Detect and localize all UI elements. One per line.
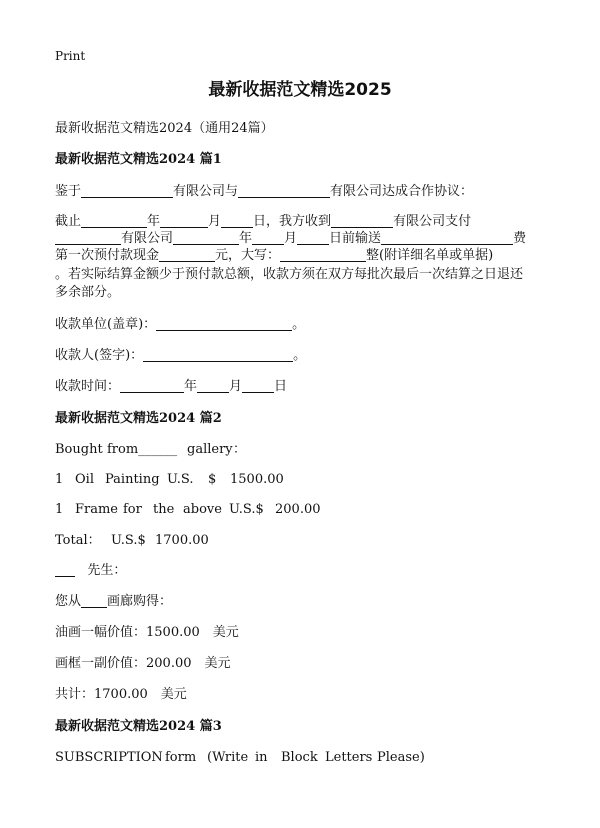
text: 有限公司支付 — [393, 214, 472, 229]
blank-field — [143, 348, 293, 362]
receipt-line-5: 多余部分。 — [55, 285, 121, 300]
text: 第一次预付款现金 — [55, 248, 160, 263]
subscription-form-line — [55, 749, 425, 767]
text: 月 — [208, 214, 222, 229]
blank-field — [81, 184, 173, 198]
blank-field — [280, 248, 366, 262]
blank-field — [221, 214, 253, 228]
text: 鉴于 — [55, 184, 82, 199]
text: Letters — [325, 750, 373, 765]
receipt-line-4: 。若实际结算金额少于预付款总额，收款方须在双方每批次最后一次结算之日退还 — [55, 267, 524, 282]
text: Block — [281, 750, 318, 765]
text: gallery — [187, 442, 233, 457]
blank-field — [156, 317, 292, 331]
text: form — [165, 750, 197, 765]
receipt-line-3 — [55, 247, 493, 265]
text: Please) — [377, 750, 425, 765]
text: 画廊购得： — [107, 594, 173, 609]
text: from______ — [107, 442, 178, 457]
blank-field — [297, 231, 329, 245]
blank-field — [381, 231, 513, 245]
frame-value-line: 画框一副价值：200.00 美元 — [55, 656, 231, 671]
text: 收款时间： — [55, 379, 121, 394]
text: Painting — [105, 472, 160, 487]
oil-value-line: 油画一幅价值：1500.00 美元 — [55, 625, 239, 640]
text: (Write — [207, 750, 249, 765]
text: 月 — [229, 379, 243, 394]
receipt-time-line — [55, 378, 287, 396]
text: 有限公司 — [121, 231, 174, 246]
agreement-line — [55, 183, 473, 201]
blank-field — [55, 563, 75, 577]
text: 年 — [184, 379, 198, 394]
text: Bought — [55, 442, 103, 457]
text: 先生： — [87, 563, 127, 578]
page-title: 最新收据范文精选2025 — [208, 80, 392, 100]
text: the — [153, 502, 175, 517]
blank-field — [242, 379, 274, 393]
oil-painting-line — [55, 471, 284, 489]
text: Frame — [75, 502, 119, 517]
text: 1500.00 — [230, 472, 284, 487]
text: SUBSCRIPTION — [55, 750, 163, 765]
text: U.S. — [167, 472, 194, 487]
text: in — [255, 750, 268, 765]
blank-field — [159, 248, 215, 262]
blank-field — [331, 214, 393, 228]
blank-field — [160, 214, 208, 228]
blank-field — [197, 379, 229, 393]
text: U.S.$ — [229, 502, 264, 517]
blank-field — [120, 379, 184, 393]
text: 200.00 — [275, 502, 321, 517]
receiving-unit-line — [55, 316, 305, 334]
mr-line — [55, 562, 126, 580]
text: U.S.$ — [111, 533, 146, 548]
section-1-heading: 最新收据范文精选2024 篇1 — [55, 152, 222, 167]
text: 有限公司与 — [173, 184, 239, 199]
blank-field — [173, 231, 239, 245]
text: 日 — [274, 379, 288, 394]
text: 1 — [55, 472, 64, 487]
text: 月 — [284, 231, 298, 246]
section-2-heading: 最新收据范文精选2024 篇2 — [55, 411, 222, 426]
receipt-line-1 — [55, 213, 471, 231]
text: above — [183, 502, 222, 517]
text: for — [123, 502, 142, 517]
text: Total： — [55, 533, 101, 548]
text: 。 — [292, 317, 306, 332]
text: 有限公司达成合作协议： — [330, 184, 474, 199]
text: 截止 — [55, 214, 82, 229]
blank-field — [55, 231, 121, 245]
text: $ — [208, 472, 217, 487]
text: 您从 — [55, 594, 82, 609]
text: 。 — [293, 348, 307, 363]
text: 费 — [513, 231, 527, 246]
gallery-line — [55, 593, 172, 611]
text: 1700.00 — [155, 533, 209, 548]
blank-field — [238, 184, 330, 198]
text: 日前输送 — [329, 231, 382, 246]
text: 年 — [147, 214, 161, 229]
document-subtitle: 最新收据范文精选2024（通用24篇） — [55, 121, 274, 136]
frame-line — [55, 501, 321, 519]
bought-line — [55, 441, 246, 459]
text: 日，我方收到 — [253, 214, 332, 229]
total-value-line: 共计：1700.00 美元 — [55, 687, 187, 702]
text: 收款人(签字)： — [55, 348, 144, 363]
text: Oil — [75, 472, 94, 487]
blank-field — [81, 214, 147, 228]
text: 元，大写： — [215, 248, 281, 263]
section-3-heading: 最新收据范文精选2024 篇3 — [55, 719, 222, 734]
text: 整(附详细名单或单据) — [366, 248, 494, 263]
text: ： — [233, 442, 247, 457]
text: 年 — [239, 231, 253, 246]
receiver-signature-line — [55, 347, 306, 365]
blank-field — [252, 231, 284, 245]
receipt-line-2 — [55, 230, 526, 248]
total-line — [55, 532, 209, 550]
text: 1 — [55, 502, 64, 517]
blank-field — [81, 594, 107, 608]
print-label: Print — [55, 49, 86, 63]
text: 收款单位(盖章)： — [55, 317, 157, 332]
